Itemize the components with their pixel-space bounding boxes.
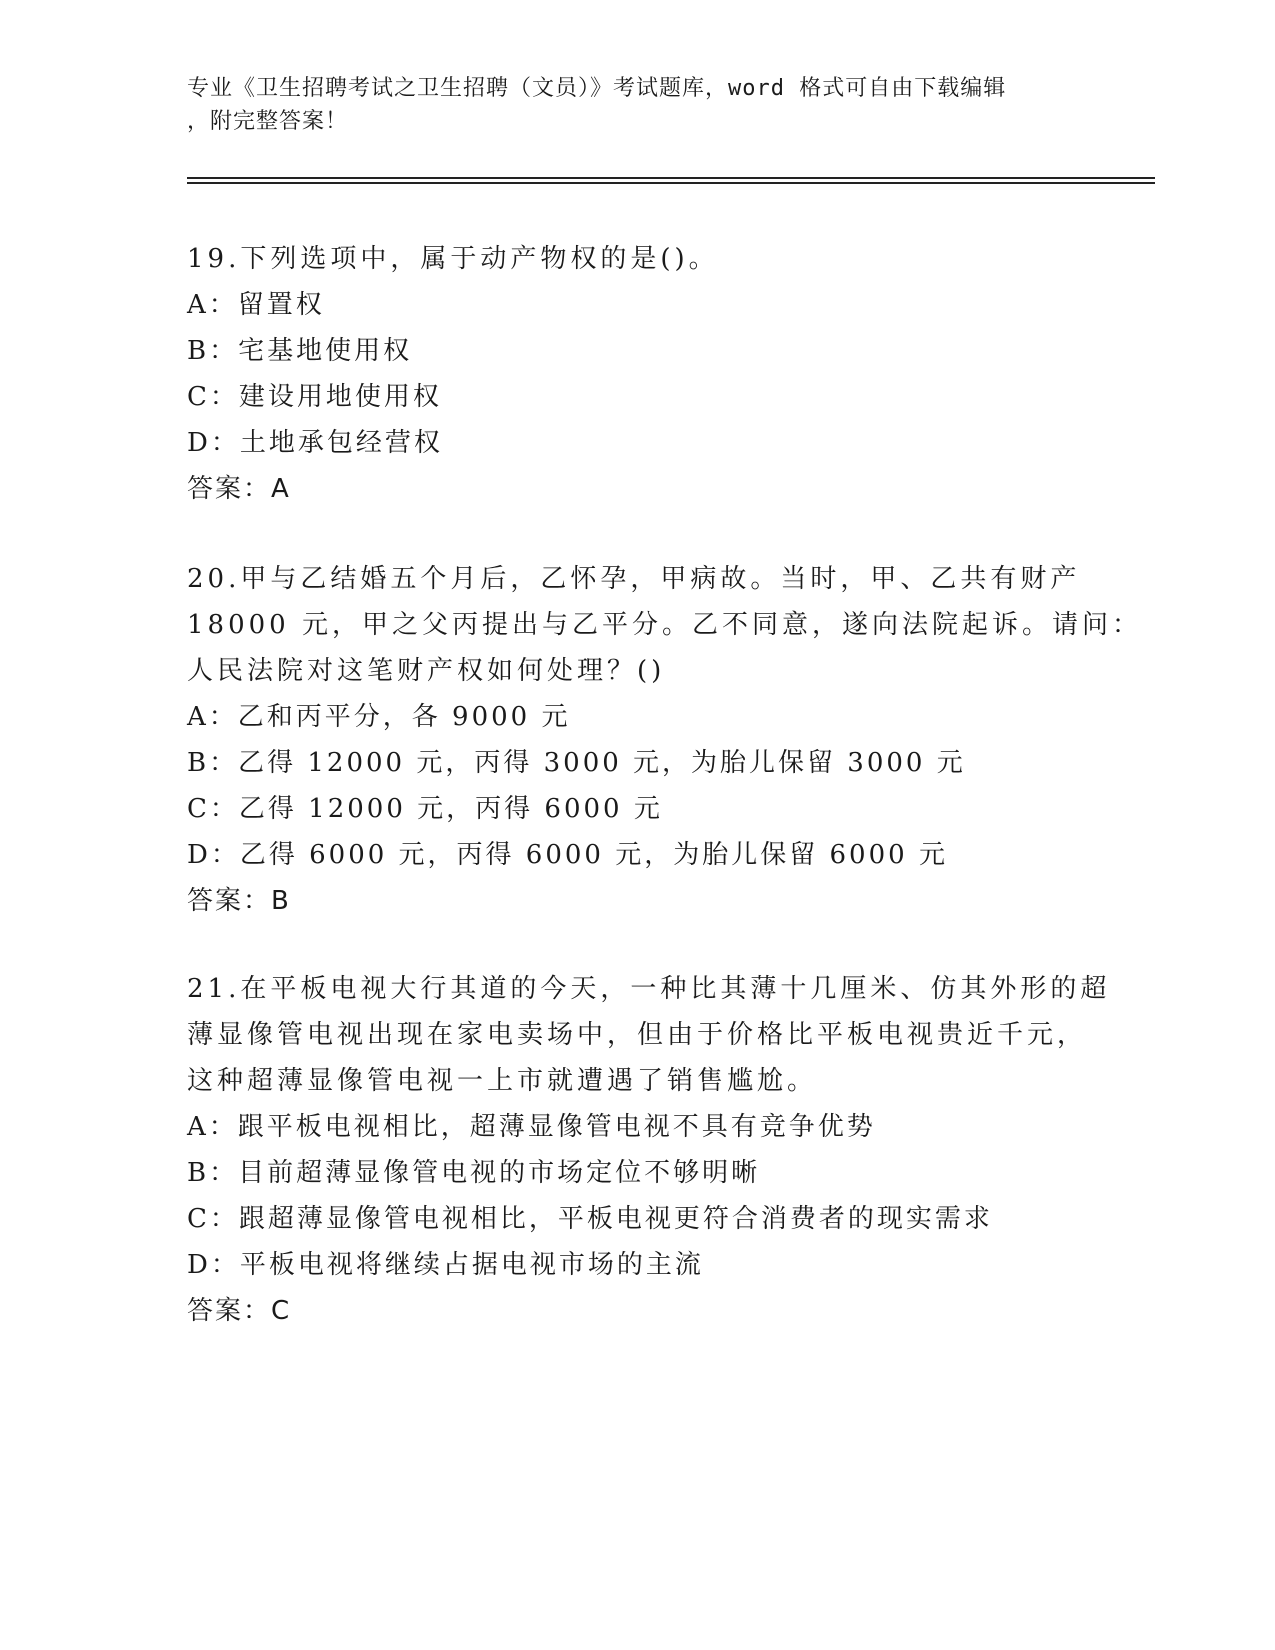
header-line-2: ，附完整答案！	[187, 109, 349, 134]
option-a: A：乙和丙平分，各 9000 元	[187, 702, 571, 732]
question-stem	[187, 966, 1111, 1104]
stem-line: 人民法院对这笔财产权如何处理？()	[187, 656, 666, 686]
document-header	[187, 72, 1087, 138]
option-c: C：跟超薄显像管电视相比，平板电视更符合消费者的现实需求	[187, 1204, 993, 1234]
answer-line: 答案：A	[187, 474, 291, 504]
option-b: B：宅基地使用权	[187, 336, 413, 366]
stem-line: 19.下列选项中，属于动产物权的是()。	[187, 244, 719, 274]
option-c: C：建设用地使用权	[187, 382, 442, 412]
header-divider-bottom	[187, 182, 1155, 184]
question-21	[187, 966, 1111, 1334]
answer-line: 答案：B	[187, 886, 291, 916]
stem-line: 薄显像管电视出现在家电卖场中，但由于价格比平板电视贵近千元，	[187, 1020, 1088, 1050]
question-stem	[187, 236, 1087, 282]
option-b: B：乙得 12000 元，丙得 3000 元，为胎儿保留 3000 元	[187, 748, 966, 778]
option-d: D：土地承包经营权	[187, 428, 443, 458]
option-c: C：乙得 12000 元，丙得 6000 元	[187, 794, 663, 824]
answer-line: 答案：C	[187, 1296, 292, 1326]
header-divider-top	[187, 177, 1155, 179]
option-d: D：平板电视将继续占据电视市场的主流	[187, 1250, 704, 1280]
option-b: B：目前超薄显像管电视的市场定位不够明晰	[187, 1158, 761, 1188]
question-stem	[187, 556, 1142, 694]
option-a: A：留置权	[187, 290, 325, 320]
question-19	[187, 236, 1087, 512]
option-d: D：乙得 6000 元，丙得 6000 元，为胎儿保留 6000 元	[187, 840, 948, 870]
question-20	[187, 556, 1142, 924]
header-line-1: 专业《卫生招聘考试之卫生招聘（文员）》考试题库，word 格式可自由下载编辑	[187, 76, 1007, 101]
stem-line: 20.甲与乙结婚五个月后，乙怀孕，甲病故。当时，甲、乙共有财产	[187, 564, 1081, 594]
stem-line: 21.在平板电视大行其道的今天，一种比其薄十几厘米、仿其外形的超	[187, 974, 1111, 1004]
stem-line: 这种超薄显像管电视一上市就遭遇了销售尴尬。	[187, 1066, 818, 1096]
option-a: A：跟平板电视相比，超薄显像管电视不具有竞争优势	[187, 1112, 876, 1142]
stem-line: 18000 元，甲之父丙提出与乙平分。乙不同意，遂向法院起诉。请问：	[187, 610, 1142, 640]
